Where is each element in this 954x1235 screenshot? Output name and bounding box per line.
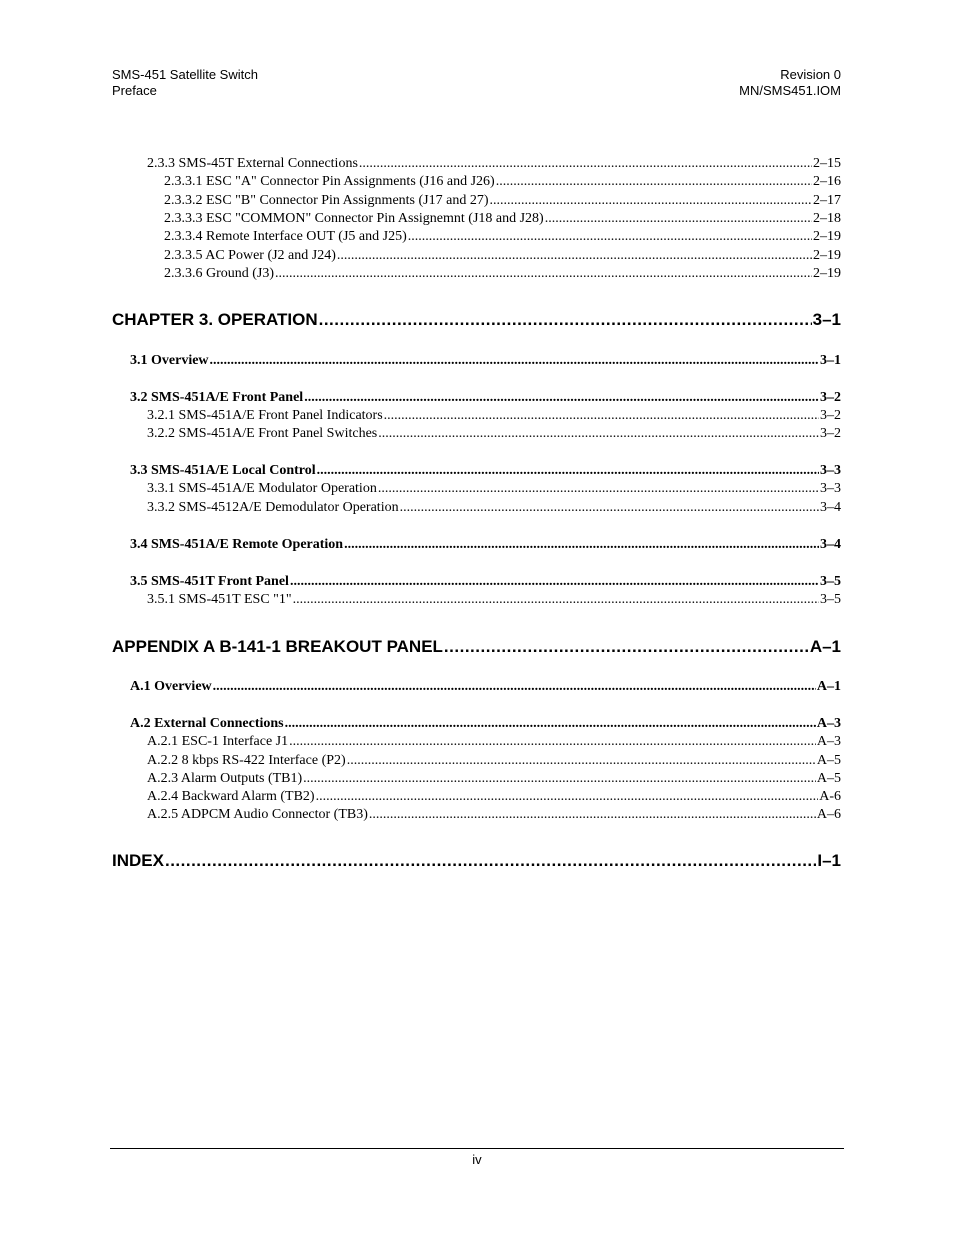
toc-dot-leader [400, 499, 819, 516]
toc-dot-leader [344, 536, 819, 553]
toc-entry-page: A–3 [816, 716, 841, 731]
toc-entry-page: 3–1 [812, 310, 841, 329]
toc-entry-title: 3.5.1 SMS-451T ESC "1" [147, 592, 292, 607]
toc-entry-title: 3.3.2 SMS-4512A/E Demodulator Operation [147, 500, 399, 515]
toc-entry-title: 2.3.3.1 ESC "A" Connector Pin Assignments (J16 and J26) [164, 174, 495, 189]
toc-dot-leader [316, 788, 819, 805]
toc-entry-page: A–5 [816, 771, 841, 786]
toc-entry-page: 3–5 [820, 592, 841, 607]
toc-subsection-entry[interactable] [147, 770, 841, 787]
toc-dot-leader [369, 806, 816, 823]
toc-entry-title: A.2.4 Backward Alarm (TB2) [147, 789, 315, 804]
toc-section-entry[interactable] [130, 536, 841, 553]
toc-dot-leader [337, 247, 812, 264]
toc-subsubsection-entry[interactable] [164, 228, 841, 245]
toc-entry-title: A.2.2 8 kbps RS-422 Interface (P2) [147, 753, 346, 768]
toc-entry-title: A.2 External Connections [130, 716, 284, 731]
toc-dot-leader [275, 265, 812, 282]
toc-entry-page: 2–19 [813, 248, 841, 263]
toc-chapter-entry[interactable] [112, 637, 841, 657]
toc-dot-leader [444, 637, 809, 657]
toc-subsubsection-entry[interactable] [164, 210, 841, 227]
toc-subsection-entry[interactable] [147, 788, 841, 805]
toc-dot-leader [545, 210, 812, 227]
toc-entry-page: A–1 [809, 637, 841, 656]
toc-entry-page: 3–4 [820, 500, 841, 515]
toc-entry-title: A.2.5 ADPCM Audio Connector (TB3) [147, 807, 368, 822]
toc-entry-page: 2–15 [813, 156, 841, 171]
toc-section-entry[interactable] [130, 715, 841, 732]
toc-entry-title: 2.3.3.2 ESC "B" Connector Pin Assignments (J17 and 27) [164, 193, 489, 208]
toc-entry-page: 3–3 [820, 463, 841, 478]
toc-chapter-entry[interactable] [112, 310, 841, 330]
toc-entry-title: 3.1 Overview [130, 353, 209, 368]
toc-entry-page: 2–16 [813, 174, 841, 189]
toc-entry-title: CHAPTER 3. OPERATION [112, 310, 318, 329]
toc-dot-leader [319, 310, 812, 330]
toc-subsection-entry[interactable] [147, 425, 841, 442]
toc-entry-page: 2–19 [813, 266, 841, 281]
toc-entry-title: 2.3.3 SMS-45T External Connections [147, 156, 358, 171]
footer-rule [110, 1148, 844, 1149]
toc-entry-page: A–5 [816, 753, 841, 768]
toc-entry-page: 3–1 [820, 353, 841, 368]
toc-dot-leader [293, 591, 819, 608]
toc-subsubsection-entry[interactable] [164, 265, 841, 282]
toc-section-entry[interactable] [130, 462, 841, 479]
toc-dot-leader [213, 678, 816, 695]
toc-entry-page: 2–19 [813, 229, 841, 244]
toc-entry-title: 2.3.3.6 Ground (J3) [164, 266, 275, 281]
toc-section-entry[interactable] [130, 352, 841, 369]
toc-chapter-entry[interactable] [112, 851, 841, 871]
toc-subsection-entry[interactable] [147, 407, 841, 424]
header-section-name: Preface [112, 83, 157, 98]
toc-entry-title: 3.2.2 SMS-451A/E Front Panel Switches [147, 426, 378, 441]
toc-dot-leader [303, 770, 816, 787]
toc-entry-page: 3–5 [820, 574, 841, 589]
toc-entry-page: A–3 [816, 734, 841, 749]
footer-page-number: iv [472, 1152, 482, 1167]
toc-entry-page: 3–2 [820, 408, 841, 423]
toc-entry-page: A–1 [816, 679, 841, 694]
toc-subsection-entry[interactable] [147, 155, 841, 172]
toc-entry-page: 2–17 [813, 193, 841, 208]
header-revision: Revision 0 [780, 67, 841, 82]
toc-entry-page: 3–2 [820, 390, 841, 405]
toc-subsubsection-entry[interactable] [164, 192, 841, 209]
toc-dot-leader [165, 851, 816, 871]
toc-entry-page: 3–3 [820, 481, 841, 496]
toc-section-entry[interactable] [130, 678, 841, 695]
toc-entry-title: 2.3.3.4 Remote Interface OUT (J5 and J25) [164, 229, 407, 244]
toc-dot-leader [408, 228, 812, 245]
toc-dot-leader [289, 733, 816, 750]
toc-dot-leader [210, 352, 819, 369]
toc-subsection-entry[interactable] [147, 499, 841, 516]
header-document-number: MN/SMS451.IOM [739, 83, 841, 98]
toc-subsubsection-entry[interactable] [164, 247, 841, 264]
toc-entry-title: A.2.1 ESC-1 Interface J1 [147, 734, 289, 749]
toc-entry-title: A.1 Overview [130, 679, 212, 694]
toc-subsubsection-entry[interactable] [164, 173, 841, 190]
toc-entry-title: A.2.3 Alarm Outputs (TB1) [147, 771, 303, 786]
toc-entry-title: 2.3.3.3 ESC "COMMON" Connector Pin Assignemnt (J18 and J28) [164, 211, 544, 226]
header-document-title: SMS-451 Satellite Switch [112, 67, 258, 82]
toc-subsection-entry[interactable] [147, 806, 841, 823]
toc-dot-leader [317, 462, 819, 479]
toc-entry-title: INDEX [112, 851, 164, 870]
toc-dot-leader [347, 752, 816, 769]
toc-entry-title: 3.5 SMS-451T Front Panel [130, 574, 289, 589]
toc-section-entry[interactable] [130, 389, 841, 406]
toc-dot-leader [490, 192, 813, 209]
toc-dot-leader [384, 407, 819, 424]
toc-entry-title: 3.3.1 SMS-451A/E Modulator Operation [147, 481, 377, 496]
toc-section-entry[interactable] [130, 573, 841, 590]
toc-dot-leader [378, 480, 819, 497]
toc-dot-leader [359, 155, 812, 172]
toc-entry-page: 3–4 [820, 537, 841, 552]
toc-entry-page: A–6 [816, 807, 841, 822]
toc-entry-page: A-6 [819, 789, 841, 804]
toc-entry-page: 3–2 [820, 426, 841, 441]
toc-entry-title: 3.2 SMS-451A/E Front Panel [130, 390, 304, 405]
toc-subsection-entry[interactable] [147, 591, 841, 608]
toc-entry-title: 2.3.3.5 AC Power (J2 and J24) [164, 248, 336, 263]
toc-entry-title: 3.2.1 SMS-451A/E Front Panel Indicators [147, 408, 383, 423]
toc-dot-leader [496, 173, 812, 190]
toc-entry-title: APPENDIX A B-141-1 BREAKOUT PANEL [112, 637, 443, 656]
toc-entry-title: 3.3 SMS-451A/E Local Control [130, 463, 316, 478]
toc-subsection-entry[interactable] [147, 752, 841, 769]
toc-entry-page: 2–18 [813, 211, 841, 226]
toc-dot-leader [285, 715, 816, 732]
toc-subsection-entry[interactable] [147, 480, 841, 497]
toc-dot-leader [304, 389, 819, 406]
toc-dot-leader [290, 573, 819, 590]
toc-entry-page: I–1 [817, 851, 841, 870]
toc-entry-title: 3.4 SMS-451A/E Remote Operation [130, 537, 344, 552]
toc-dot-leader [378, 425, 819, 442]
toc-subsection-entry[interactable] [147, 733, 841, 750]
